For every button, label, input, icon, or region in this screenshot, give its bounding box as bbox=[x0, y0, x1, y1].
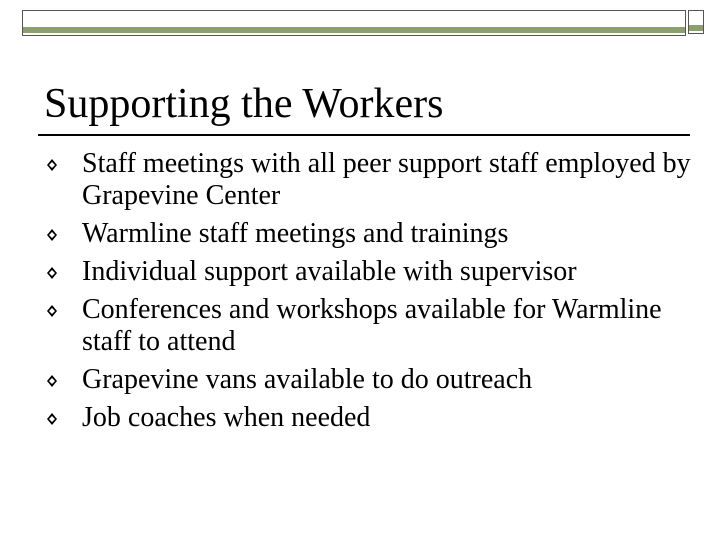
bullet-item bbox=[46, 294, 696, 358]
bullet-text: Grapevine vans available to do outreach bbox=[82, 364, 533, 395]
bullet-item bbox=[46, 148, 696, 212]
bullet-item bbox=[46, 402, 696, 434]
bullet-text: Individual support available with supervisor bbox=[82, 256, 577, 287]
bullet-item bbox=[46, 218, 696, 250]
diamond-bullet-icon bbox=[46, 158, 58, 172]
corner-accent-stripe bbox=[689, 25, 703, 31]
diamond-bullet-icon bbox=[46, 266, 58, 280]
bullet-text: Warmline staff meetings and trainings bbox=[82, 218, 509, 249]
header-accent-stripe bbox=[23, 27, 685, 33]
bullet-text: Job coaches when needed bbox=[82, 402, 371, 433]
header-corner-box bbox=[688, 10, 704, 34]
diamond-bullet-icon bbox=[46, 412, 58, 426]
header-decoration-bar bbox=[22, 10, 686, 36]
bullet-item bbox=[46, 256, 696, 288]
bullet-text: Staff meetings with all peer support staff employed by Grapevine Center bbox=[82, 148, 691, 211]
diamond-bullet-icon bbox=[46, 374, 58, 388]
bullet-item bbox=[46, 364, 696, 396]
bullet-text: Conferences and workshops available for Warmline staff to attend bbox=[82, 294, 662, 357]
slide-title: Supporting the Workers bbox=[44, 81, 444, 127]
diamond-bullet-icon bbox=[46, 304, 58, 318]
diamond-bullet-icon bbox=[46, 228, 58, 242]
bullet-list bbox=[46, 148, 696, 440]
title-underline bbox=[38, 134, 690, 136]
